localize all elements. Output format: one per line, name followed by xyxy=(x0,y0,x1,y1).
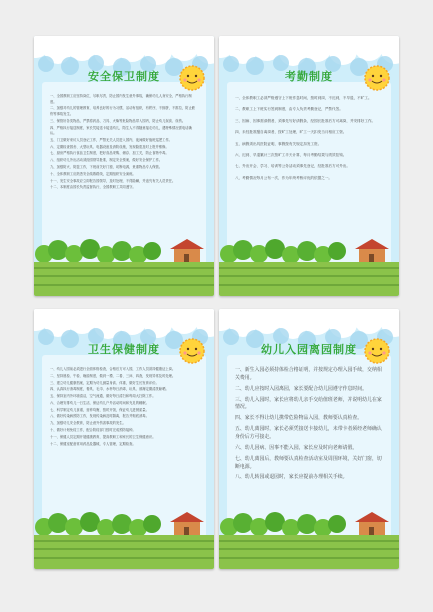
poster-body xyxy=(50,94,198,192)
poster-paragraph: 七、科学制定幼儿食谱，营养均衡，按时开饭，保证幼儿进餐质量。 xyxy=(50,407,149,412)
poster-paragraph: 八、幼儿转园或退园时，家长应提前办理相关手续。 xyxy=(235,474,348,481)
poster-body xyxy=(50,367,198,448)
poster-paragraph: 八、考勤情况每月公布一次，作为年终考核评优的依据之一。 xyxy=(235,175,333,180)
poster-paragraph: 五、幼儿离园时，家长必须凭接送卡接幼儿，未带卡者须经老师确认身份后方可接走。 xyxy=(235,426,382,440)
poster-paragraph: 十二、保健室配备常用药品及器械，专人管理，定期检查。 xyxy=(50,441,136,446)
poster-paragraph: 六、合理安排幼儿一日生活，保证幼儿户外活动时间和充足的睡眠。 xyxy=(50,400,149,405)
poster-body xyxy=(235,94,383,185)
poster-paragraph: 四、未经批准擅自离岗者，按旷工处理，旷工一天扣发当月相应工资。 xyxy=(235,130,347,135)
poster-paragraph: 三、因病、因事需请假者，须事先写好请假条，经园长批准后方可离岗，并安排好工作。 xyxy=(235,118,376,123)
poster-paragraph: 九、加强幼儿安全教育，防止意外伤害事故的发生。 xyxy=(50,421,126,426)
poster-paragraph: 六、迟到、早退累计三次按旷工半天计算，每月考勤结果与绩效挂钩。 xyxy=(235,152,347,157)
poster-paragraph: 三、保管好各类物品，严禁将药品、刀具、火柴等危险物品带入园内，防止幼儿误食、误伤。 xyxy=(50,118,186,123)
poster-paragraph: 二、加强对幼儿的管理教育，培养良好的行为习惯，活动有组织，有秩序，不拥挤，不推拉，防止跌伤等事故发生。 xyxy=(50,106,196,116)
poster-title: 卫生保健制度 xyxy=(88,343,160,356)
poster-title: 安全保卫制度 xyxy=(88,70,160,83)
poster-paragraph: 九、加强防火、防盗工作，下班前关好门窗，切断电源，贵重物品专人保管。 xyxy=(50,165,163,170)
poster-body xyxy=(235,367,383,485)
poster-paragraph: 十一、发生安全事故应立即报告园领导，及时处理，不得隐瞒，并追究有关人员责任。 xyxy=(50,178,176,183)
poster-paragraph: 十、全体教职工应熟悉安全疏散路线，定期组织安全演练。 xyxy=(50,171,136,176)
poster-health-care xyxy=(34,309,214,569)
poster-paragraph: 七、厨房严格执行食品卫生制度，把好食品采购、储存、加工关，防止食物中毒。 xyxy=(50,151,169,156)
poster-paragraph: 一、新生入园必须持体检合格证明，并按规定办理入园手续，交纳相关费用。 xyxy=(235,367,382,381)
poster-paragraph: 八、做好传染病预防工作，发现传染病及时隔离，报告并彻底消毒。 xyxy=(50,414,149,419)
poster-paragraph: 十一、保健人员定期开展健康教育，提高教职工和家长的卫生保健意识。 xyxy=(50,434,156,439)
poster-paragraph: 六、幼儿因病、因事不能入园，家长应及时向老师请假。 xyxy=(235,444,358,451)
poster-paragraph: 七、外出开会、学习、培训等公务活动须事先登记，经批准后方可外出。 xyxy=(235,164,350,169)
poster-paragraph: 五、病假须出具医院证明，事假按有关规定扣发工资。 xyxy=(235,141,322,146)
poster-paragraph: 五、门卫做好来访人员登记工作，严禁无关人员进入园内，夜间做好值班巡逻工作。 xyxy=(50,137,172,142)
poster-arrival-departure xyxy=(219,309,399,569)
poster-paragraph: 二、幼儿应按时入园离园，家长要配合幼儿园遵守作息时间。 xyxy=(235,385,368,392)
poster-paragraph: 四、认真执行消毒制度，餐具、毛巾、水杯每日消毒，玩具、被褥定期清洗晾晒。 xyxy=(50,387,169,392)
poster-title: 考勤制度 xyxy=(285,70,333,83)
poster-paragraph: 七、幼儿离园后，教师要认真检查活动室及周围环境，关好门窗，切断电源。 xyxy=(235,455,382,470)
poster-paragraph: 十、做好计划免疫工作，配合防疫部门按时完成预防接种。 xyxy=(50,428,136,433)
poster-safety xyxy=(34,36,214,296)
poster-paragraph: 六、定期检查园舍、大型玩具、电器设备及消防设施，发现隐患及时上报并维修。 xyxy=(50,144,169,149)
poster-paragraph: 三、幼儿入园时，家长应将幼儿亲手交给值班老师，并说明幼儿在家情况。 xyxy=(235,396,382,411)
poster-paragraph: 三、建立幼儿健康档案，定期为幼儿测量身高、体重，做好生长发育评价。 xyxy=(50,380,159,385)
poster-title: 幼儿入园离园制度 xyxy=(261,343,357,356)
poster-paragraph: 四、严格执行接送制度，家长凭接送卡接送幼儿，陌生人不得随意接走幼儿，遇特殊情况需电话确认。 xyxy=(50,125,192,136)
poster-paragraph: 八、组织幼儿外出活动须经园领导批准，制定安全预案，做好安全保护工作。 xyxy=(50,158,163,163)
poster-paragraph: 一、全园教职工应坚持岗位，尽职尽责，防止园内发生意外事故，确保幼儿人身安全，严格执行制度。 xyxy=(50,94,192,104)
poster-attendance xyxy=(219,36,399,296)
poster-paragraph: 二、教职工上下班实行签到制度，由专人负责考勤登记，严禁代签。 xyxy=(235,107,343,112)
poster-paragraph: 一、全体教职工必须严格遵守上下班作息时间，按时到岗，不迟到，不早退，不旷工。 xyxy=(235,96,372,100)
poster-paragraph: 四、家长不得让幼儿携带危险物品入园，教师要认真检查。 xyxy=(235,415,363,422)
poster-paragraph: 一、幼儿入园前必须进行全面体格检查，合格后方可入园，工作人员须持健康证上岗。 xyxy=(50,367,176,371)
poster-paragraph: 二、坚持晨检、午检、晚检制度，做到一摸、二看、三问、四查，发现异常及时处理。 xyxy=(50,373,176,378)
poster-paragraph: 十二、本制度由园长负责监督执行，全园教职工共同遵守。 xyxy=(50,185,136,190)
poster-paragraph: 五、保持室内外环境清洁，空气流通，做好每日清扫和每周大扫除工作。 xyxy=(50,394,156,399)
